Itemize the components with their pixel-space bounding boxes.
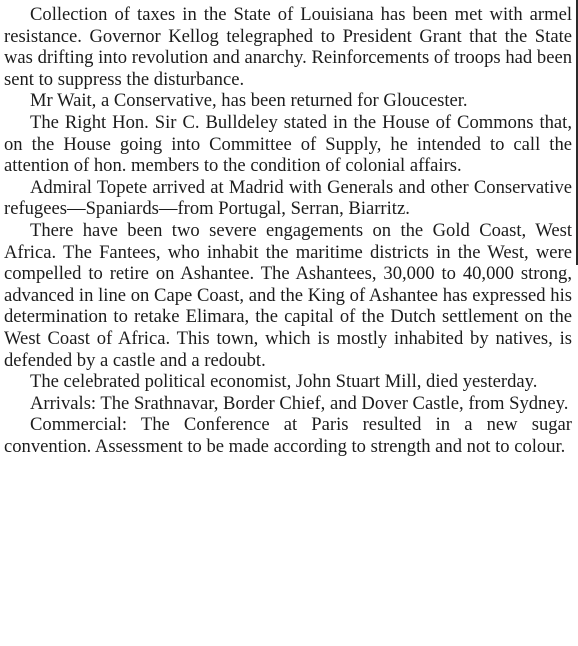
- paragraph-commercial: Commercial: The Conference at Paris resulted in a new sugar convention. Assessment to be made according to strength and not to colour.: [4, 414, 572, 457]
- paragraph-colonial-affairs: The Right Hon. Sir C. Bulldeley stated in the House of Commons that, on the House going into Committee of Supply, he intended to call the attention of hon. members to the condition of colonial affairs.: [4, 111, 572, 177]
- paragraph-john-stuart-mill: The celebrated political economist, John Stuart Mill, died yesterday.: [30, 371, 538, 393]
- paragraph-gloucester-election: Mr Wait, a Conservative, has been returned for Gloucester.: [30, 90, 468, 112]
- paragraph-louisiana-resistance: Collection of taxes in the State of Louisiana has been met with armel resistance. Governor Kellog telegraphed to President Grant that the State was drifting into revolution and anarchy. Reinforcements of troops had been sent to suppress the disturbance.: [4, 4, 572, 90]
- paragraph-admiral-topete: Admiral Topete arrived at Madrid with Generals and other Conservative refugees—Spaniards—from Portugal, Serran, Biarritz.: [4, 176, 572, 220]
- paragraph-gold-coast: There have been two severe engagements on the Gold Coast, West Africa. The Fantees, who inhabit the maritime districts in the West, were compelled to retire on Ashantee. The Ashantees, 30,000 to 40,000 strong, advanced in line on Cape Coast, and the King of Ashantee has expressed his determination to retake Elimara, the capital of the Dutch settlement on the West Coast of Africa. This town, which is mostly inhabited by natives, is defended by a castle and a redoubt.: [4, 219, 572, 371]
- paragraph-arrivals: Arrivals: The Srathnavar, Border Chief, and Dover Castle, from Sydney.: [30, 392, 569, 414]
